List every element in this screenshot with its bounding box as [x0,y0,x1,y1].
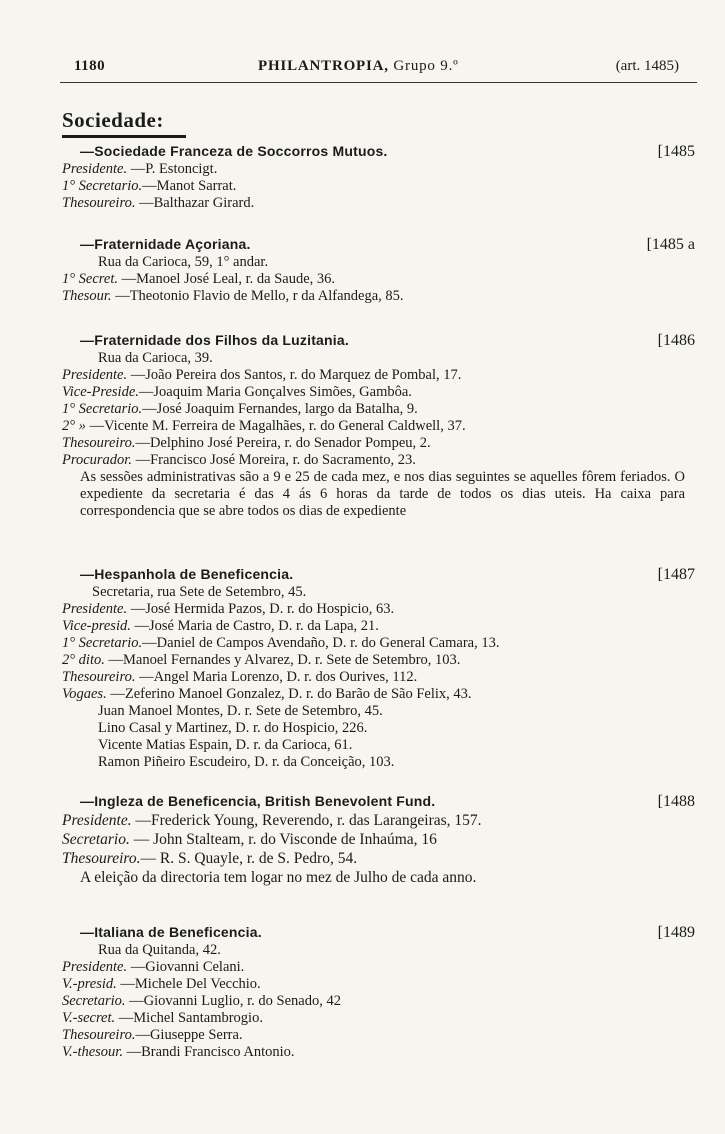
member-text: —Manoel José Leal, r. da Saude, 36. [118,271,336,287]
vogal-line: Lino Casal y Martinez, D. r. do Hospicio, 226. [98,720,368,736]
entry-1485a [62,236,695,305]
role-label: 1° Secret. [62,271,118,287]
entry-name: —Fraternidade dos Filhos da Luzitania. [80,332,349,348]
entry-name: —Italiana de Beneficencia. [80,924,262,940]
role-label: Thesoureiro. [62,669,136,685]
entry-address: Secretaria, rua Sete de Setembro, 45. [92,584,307,600]
role-label: Presidente. [62,601,128,617]
role-label: 1° Secretario. [62,401,143,417]
grupo-label: Grupo 9.º [393,58,459,74]
entry-1486 [62,332,695,520]
entry-note: A eleição da directoria tem logar no mez de Julho de cada anno. [80,869,477,886]
vogal-line: Juan Manoel Montes, D. r. Sete de Setembro, 45. [98,703,383,719]
member-text: —Giovanni Celani. [127,959,245,975]
role-label: Vogaes. [62,686,107,702]
member-text: —Zeferino Manoel Gonzalez, D. r. do Barão de São Felix, 43. [106,686,472,702]
member-text: —Delphino José Pereira, r. do Senador Pompeu, 2. [135,435,431,451]
member-text: —Manoel Fernandes y Alvarez, D. r. Sete de Setembro, 103. [104,652,461,668]
role-label: V.-thesour. [62,1044,123,1060]
header-divider [60,82,697,83]
member-text: —Angel Maria Lorenzo, D. r. dos Ourives, 112. [135,669,418,685]
section-title: Sociedade: [62,108,164,132]
role-label: 2° » [62,418,86,434]
member-text: —Balthazar Girard. [135,195,255,211]
entry-name: —Hespanhola de Beneficencia. [80,566,294,582]
role-label: Presidente. [62,161,128,177]
member-text: —Theotonio Flavio de Mello, r da Alfandega, 85. [111,288,404,304]
member-text: —Giovanni Luglio, r. do Senado, 42 [125,993,341,1009]
role-label: Thesour. [62,288,112,304]
role-label: V.-presid. [62,976,117,992]
member-text: —Francisco José Moreira, r. do Sacramento, 23. [131,452,416,468]
member-text: —José Hermida Pazos, D. r. do Hospicio, 63. [127,601,395,617]
vogal-line: Vicente Matias Espain, D. r. da Carioca, 61. [98,737,353,753]
role-label: 1° Secretario. [62,635,143,651]
entry-1485 [62,143,695,212]
role-label: 1° Secretario. [62,178,143,194]
role-label: Presidente. [62,959,128,975]
page-number: 1180 [74,58,106,74]
entry-address: Rua da Quitanda, 42. [98,942,221,958]
role-label: Thesoureiro. [62,850,141,867]
member-text: —Joaquim Maria Gonçalves Simões, Gambôa. [138,384,412,400]
member-text: — R. S. Quayle, r. de S. Pedro, 54. [140,850,358,867]
member-text: —Manot Sarrat. [142,178,237,194]
entry-name: —Ingleza de Beneficencia, British Benevolent Fund. [80,793,436,809]
entry-1488 [62,792,695,887]
role-label: Presidente. [62,812,132,829]
entry-number: [1485 a [646,236,695,253]
member-text: —Daniel de Campos Avendaño, D. r. do General Camara, 13. [142,635,500,651]
entry-number: [1489 [657,924,695,941]
role-label: Vice-Preside. [62,384,139,400]
member-text: —P. Estoncigt. [127,161,218,177]
entry-number: [1487 [657,566,695,583]
page-header [60,58,697,80]
entry-name: —Fraternidade Açoriana. [80,236,251,252]
member-text: —José Maria de Castro, D. r. da Lapa, 21. [130,618,379,634]
role-label: Thesoureiro. [62,195,136,211]
role-label: Thesoureiro. [62,435,136,451]
entry-address: Rua da Carioca, 59, 1° andar. [98,254,269,270]
vogal-line: Ramon Piñeiro Escudeiro, D. r. da Conceição, 103. [98,754,395,770]
entry-address: Rua da Carioca, 39. [98,350,213,366]
member-text: —Michel Santambrogio. [115,1010,263,1026]
role-label: Presidente. [62,367,128,383]
member-text: —Michele Del Vecchio. [116,976,261,992]
running-title: PHILANTROPIA, Grupo 9.º [258,58,459,74]
member-text: —Brandi Francisco Antonio. [122,1044,295,1060]
role-label: V.-secret. [62,1010,116,1026]
member-text: —Frederick Young, Reverendo, r. das Larangeiras, 157. [131,812,482,829]
role-label: 2° dito. [62,652,105,668]
member-text: — John Stalteam, r. do Visconde de Inhaúma, 16 [129,831,437,848]
section-underline [62,135,186,138]
member-text: —João Pereira dos Santos, r. do Marquez de Pombal, 17. [127,367,462,383]
entry-number: [1485 [657,143,695,160]
role-label: Thesoureiro. [62,1027,136,1043]
role-label: Vice-presid. [62,618,131,634]
article-ref: (art. 1485) [615,58,679,74]
entry-number: [1488 [657,793,695,810]
role-label: Procurador. [62,452,132,468]
member-text: —José Joaquim Fernandes, largo da Batalha, 9. [142,401,418,417]
entry-number: [1486 [657,332,695,349]
entry-1489 [62,924,695,1061]
member-text: —Vicente M. Ferreira de Magalhães, r. do General Caldwell, 37. [85,418,466,434]
entry-name: —Sociedade Franceza de Soccorros Mutuos. [80,143,388,159]
entry-1487 [62,566,695,771]
role-label: Secretario. [62,993,126,1009]
role-label: Secretario. [62,831,130,848]
entry-note: As sessões administrativas são a 9 e 25 de cada mez, e nos dias seguintes se aquelles fôrem feriados. O expediente da secretaria é das 4 ás 6 horas da tarde de todos os dias uteis. Ha caixa para correspondencia que se abre todos os dias de expediente [80,469,685,519]
member-text: —Giuseppe Serra. [135,1027,243,1043]
